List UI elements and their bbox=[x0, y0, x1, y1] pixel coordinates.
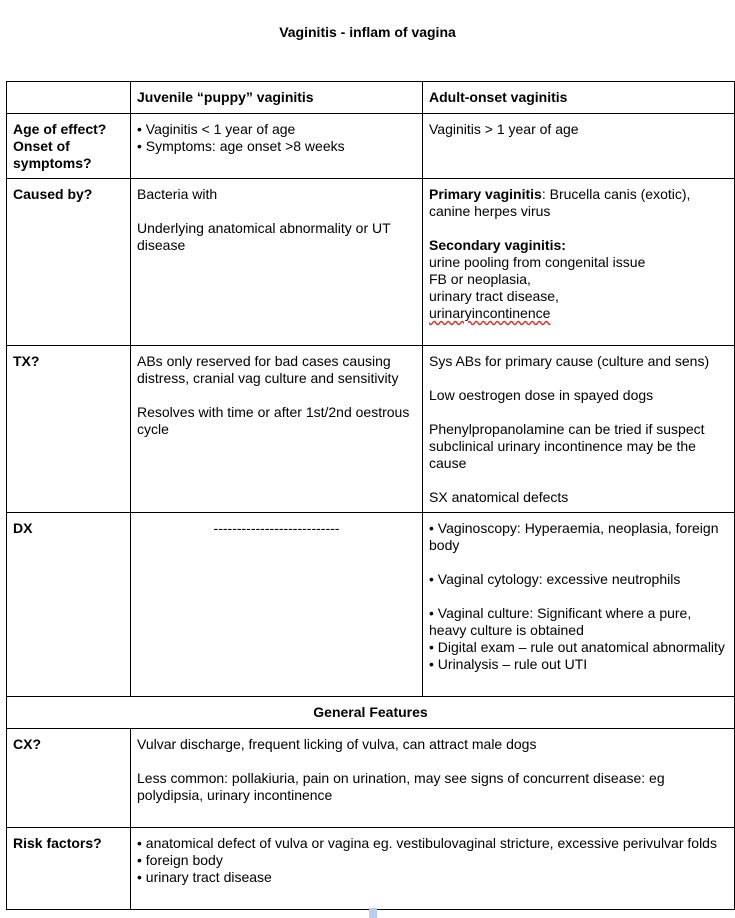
caused-by-adult bbox=[423, 179, 735, 346]
list-item: urinary tract disease, bbox=[429, 288, 559, 304]
age-label-line: Age of effect? bbox=[13, 121, 107, 137]
row-dx bbox=[7, 513, 735, 697]
list-item: urine pooling from congenital issue bbox=[429, 254, 646, 270]
header-empty-cell bbox=[7, 82, 131, 114]
vaginitis-table bbox=[6, 81, 735, 910]
list-item: • Vaginoscopy: Hyperaemia, neoplasia, foreign body bbox=[429, 520, 719, 553]
secondary-label: Secondary vaginitis: bbox=[429, 237, 566, 253]
age-label bbox=[7, 114, 131, 179]
caused-by-juvenile bbox=[131, 179, 423, 346]
list-item: • foreign body bbox=[137, 852, 223, 868]
general-features-heading: General Features bbox=[7, 697, 735, 729]
dx-juvenile-dashes: --------------------------- bbox=[131, 513, 423, 697]
paragraph: Less common: pollakiuria, pain on urination, may see signs of concurrent disease: eg polydipsia, urinary incontinence bbox=[137, 770, 665, 803]
age-adult: Vaginitis > 1 year of age bbox=[423, 114, 735, 179]
age-label-line: Onset of bbox=[13, 138, 70, 154]
age-label-line: symptoms? bbox=[13, 155, 92, 171]
list-item: • Urinalysis – rule out UTI bbox=[429, 656, 588, 672]
table-header-row bbox=[7, 82, 735, 114]
tx-juvenile bbox=[131, 346, 423, 513]
dx-label: DX bbox=[7, 513, 131, 697]
paragraph: SX anatomical defects bbox=[429, 489, 569, 505]
paragraph: Bacteria with bbox=[137, 186, 218, 202]
paragraph: Low oestrogen dose in spayed dogs bbox=[429, 387, 654, 403]
caused-by-label: Caused by? bbox=[7, 179, 131, 346]
primary-vaginitis bbox=[429, 186, 728, 220]
scroll-indicator bbox=[369, 908, 377, 918]
primary-label: Primary vaginitis bbox=[429, 186, 542, 202]
list-item: • Symptoms: age onset >8 weeks bbox=[137, 138, 345, 154]
list-item: • Vaginal cytology: excessive neutrophils bbox=[429, 571, 681, 587]
paragraph: Resolves with time or after 1st/2nd oestrous cycle bbox=[137, 404, 410, 437]
paragraph: Underlying anatomical abnormality or UT disease bbox=[137, 220, 391, 253]
document-title: Vaginitis - inflam of vagina bbox=[279, 24, 456, 40]
paragraph: Vulvar discharge, frequent licking of vulva, can attract male dogs bbox=[137, 736, 537, 752]
cx-label: CX? bbox=[7, 729, 131, 828]
row-general-features bbox=[7, 697, 735, 729]
list-item: FB or neoplasia, bbox=[429, 271, 531, 287]
list-item: • Vaginitis < 1 year of age bbox=[137, 121, 296, 137]
paragraph: Sys ABs for primary cause (culture and sens) bbox=[429, 353, 710, 369]
row-caused-by bbox=[7, 179, 735, 346]
age-juvenile bbox=[131, 114, 423, 179]
row-risk-factors bbox=[7, 828, 735, 910]
dx-adult bbox=[423, 513, 735, 697]
list-item: • urinary tract disease bbox=[137, 869, 272, 885]
paragraph: ABs only reserved for bad cases causing distress, cranial vag culture and sensitivity bbox=[137, 353, 399, 386]
spellcheck-word: urinaryincontinence bbox=[429, 305, 551, 321]
row-cx bbox=[7, 729, 735, 828]
risk-label: Risk factors? bbox=[7, 828, 131, 910]
tx-label: TX? bbox=[7, 346, 131, 513]
risk-content bbox=[131, 828, 735, 910]
cx-content bbox=[131, 729, 735, 828]
header-juvenile: Juvenile “puppy” vaginitis bbox=[131, 82, 423, 114]
row-age bbox=[7, 114, 735, 179]
primary-text: : Brucella canis (exotic), canine herpes virus bbox=[429, 186, 691, 219]
tx-adult bbox=[423, 346, 735, 513]
paragraph: Phenylpropanolamine can be tried if suspect subclinical urinary incontinence may be the cause bbox=[429, 421, 705, 471]
list-item: • Digital exam – rule out anatomical abnormality bbox=[429, 639, 725, 655]
row-tx bbox=[7, 346, 735, 513]
list-item: • anatomical defect of vulva or vagina eg. vestibulovaginal stricture, excessive perivulvar folds bbox=[137, 835, 717, 851]
list-item: • Vaginal culture: Significant where a pure, heavy culture is obtained bbox=[429, 605, 692, 638]
header-adult: Adult-onset vaginitis bbox=[423, 82, 735, 114]
